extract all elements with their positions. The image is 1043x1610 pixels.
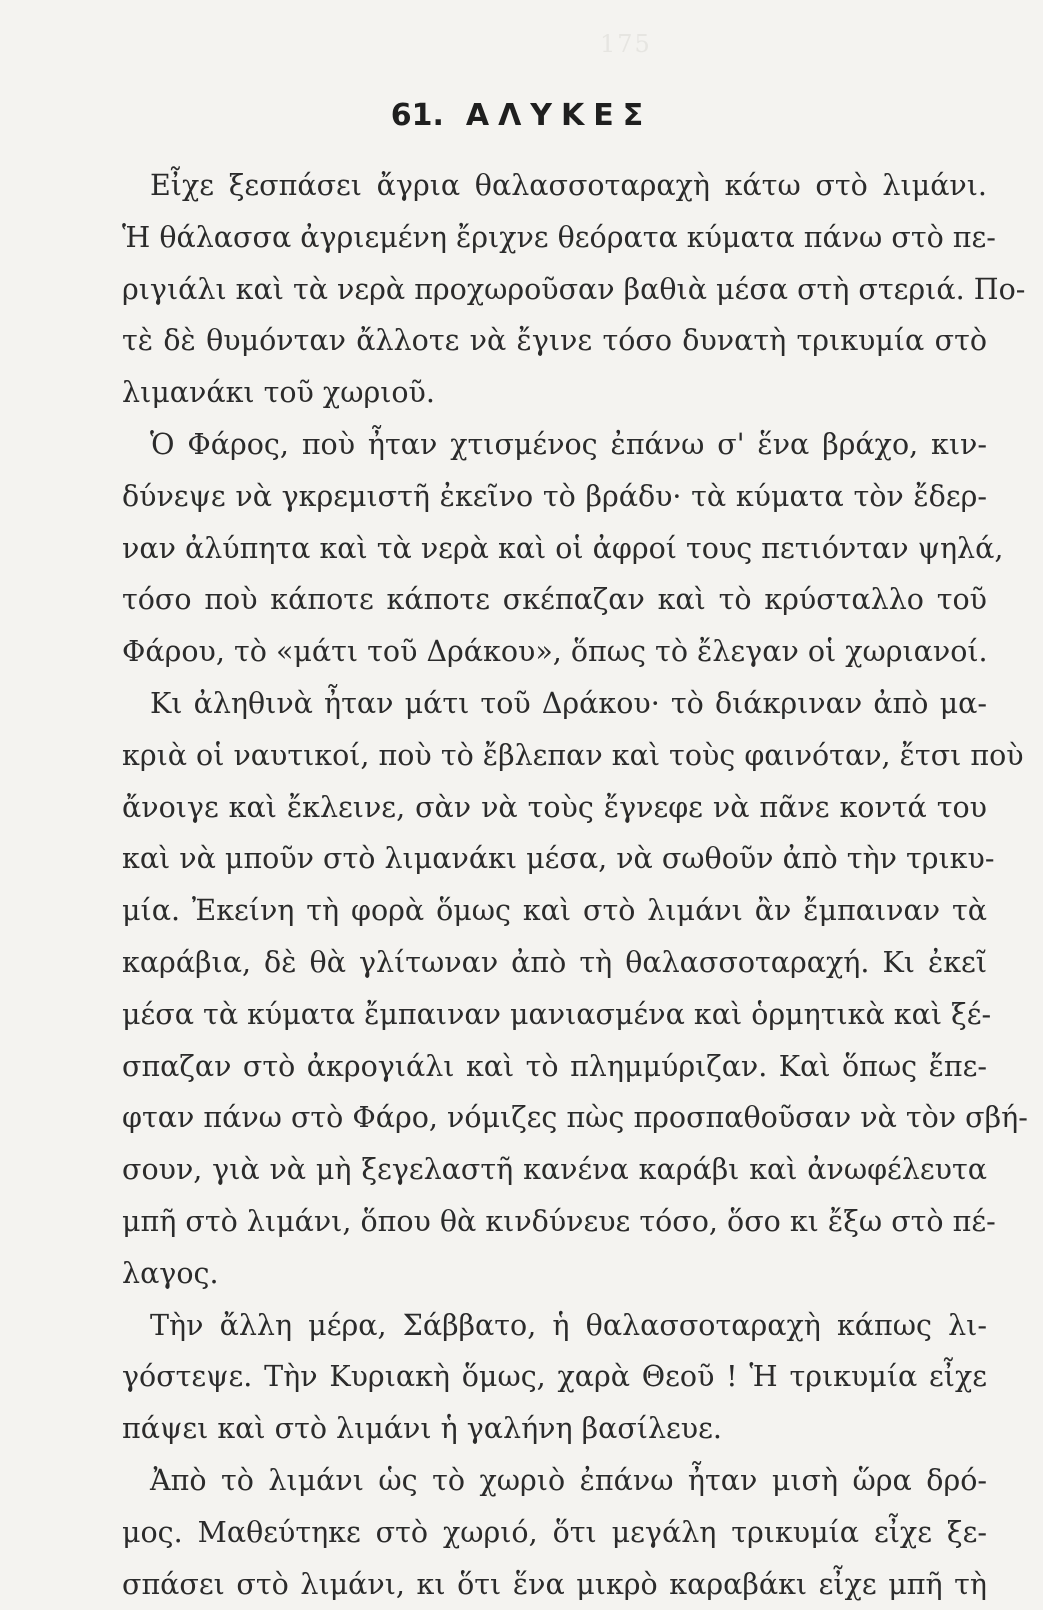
text-line: λαγος. [122,1256,219,1290]
text-line: τόσο ποὺ κάποτε κάποτε σκέπαζαν καὶ τὸ κρύσταλλο τοῦ [122,583,987,617]
text-line: σουν, γιὰ νὰ μὴ ξεγελαστῆ κανένα καράβι καὶ ἀνωφέλευτα [122,1153,987,1187]
text-line: γόστεψε. Τὴν Κυριακὴ ὅμως, χαρὰ Θεοῦ ! Ἡ τρικυμία εἶχε [122,1360,987,1394]
text-line: μος. Μαθεύτηκε στὸ χωριό, ὅτι μεγάλη τρικυμία εἶχε ξε- [122,1515,987,1549]
text-line: Τὴν ἄλλη μέρα, Σάββατο, ἡ θαλασσοταραχὴ κάπως λι- [150,1308,987,1342]
chapter-number: 61. [390,98,444,133]
chapter-heading [0,98,1043,133]
text-line: πάψει καὶ στὸ λιμάνι ἡ γαλήνη βασίλευε. [122,1412,722,1446]
chapter-title: ΑΛΥΚΕΣ [465,98,653,133]
text-line: καὶ νὰ μποῦν στὸ λιμανάκι μέσα, νὰ σωθοῦν ἀπὸ τὴν τρικυ- [122,842,995,876]
text-line: Κι ἀληθινὰ ἦταν μάτι τοῦ Δράκου· τὸ διάκριναν ἀπὸ μα- [150,686,987,720]
text-line: ἄνοιγε καὶ ἔκλεινε, σὰν νὰ τοὺς ἔγνεφε νὰ πᾶνε κοντά του [122,790,987,824]
text-line: μία. Ἐκείνη τὴ φορὰ ὅμως καὶ στὸ λιμάνι ἂν ἔμπαιναν τὰ [122,894,987,928]
text-line: κριὰ οἱ ναυτικοί, ποὺ τὸ ἔβλεπαν καὶ τοὺς φαινόταν, ἔτσι ποὺ [122,738,1024,772]
text-line: σπάσει στὸ λιμάνι, κι ὅτι ἕνα μικρὸ καραβάκι εἶχε μπῆ τὴ [122,1567,987,1601]
text-line: Εἶχε ξεσπάσει ἄγρια θαλασσοταραχὴ κάτω στὸ λιμάνι. [150,169,987,202]
bleed-through-page-number: 175 [600,30,652,58]
text-line: Ὁ Φάρος, ποὺ ἦταν χτισμένος ἐπάνω σ' ἕνα βράχο, κιν- [150,427,987,461]
text-line: τὲ δὲ θυμόνταν ἄλλοτε νὰ ἔγινε τόσο δυνατὴ τρικυμία στὸ [122,324,987,358]
body-text [122,160,1028,1610]
text-line: καράβια, δὲ θὰ γλίτωναν ἀπὸ τὴ θαλασσοταραχή. Κι ἐκεῖ [122,945,987,979]
text-line: Ἡ θάλασσα ἀγριεμένη ἔριχνε θεόρατα κύματα πάνω στὸ πε- [122,220,996,254]
text-line: δύνεψε νὰ γκρεμιστῆ ἐκεῖνο τὸ βράδυ· τὰ κύματα τὸν ἔδερ- [122,479,987,513]
text-line: λιμανάκι τοῦ χωριοῦ. [122,376,435,410]
text-line: ριγιάλι καὶ τὰ νερὰ προχωροῦσαν βαθιὰ μέσα στὴ στεριά. Πο- [122,272,1026,306]
text-line: μπῆ στὸ λιμάνι, ὅπου θὰ κινδύνευε τόσο, ὅσο κι ἔξω στὸ πέ- [122,1204,996,1238]
text-line: σπαζαν στὸ ἀκρογιάλι καὶ τὸ πλημμύριζαν. Καὶ ὅπως ἔπε- [122,1049,987,1083]
text-line: ναν ἀλύπητα καὶ τὰ νερὰ καὶ οἱ ἀφροί τους πετιόνταν ψηλά, [122,531,1004,565]
text-line: Ἀπὸ τὸ λιμάνι ὡς τὸ χωριὸ ἐπάνω ἦταν μισὴ ὥρα δρό- [150,1463,987,1497]
text-line: φταν πάνω στὸ Φάρο, νόμιζες πὼς προσπαθοῦσαν νὰ τὸν σβή- [122,1101,1028,1135]
text-line: μέσα τὰ κύματα ἔμπαιναν μανιασμένα καὶ ὁρμητικὰ καὶ ξέ- [122,997,992,1031]
text-line: Φάρου, τὸ «μάτι τοῦ Δράκου», ὅπως τὸ ἔλεγαν οἱ χωριανοί. [122,635,988,669]
